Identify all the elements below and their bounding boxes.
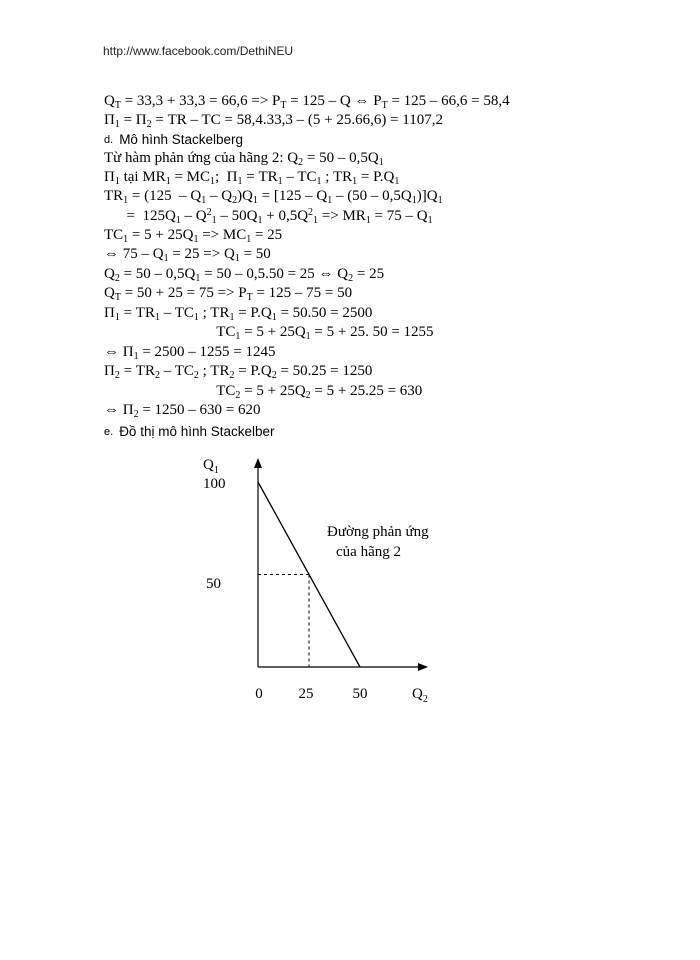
equation-line: Từ hàm phản ứng của hãng 2: $Q_2 = 50 - 0,5Q_1$ (104, 150, 384, 168)
equation-line: $Q_T = 33,3 + 33,3 = 66,6 => P_T = 125 - Q$ ⇔ $P_T = 125 - 66,6 = 58,4$ (104, 93, 510, 111)
header-url[interactable]: http://www.facebook.com/DethiNEU (103, 44, 294, 58)
equation-line: ⇔ $75 - Q_1 = 25 => Q_1 = 50$ (104, 246, 271, 264)
reaction-curve-annotation: của hãng 2 (336, 544, 401, 560)
section-heading: Mô hình Stackelberg (119, 132, 244, 147)
equation-line: $TC_1 = 5 + 25Q_1 => MC_1 = 25$ (104, 227, 283, 245)
equation-line: ⇔ $\Pi_2 = 1250 - 630 = 620$ (104, 402, 261, 420)
y-axis-label: $Q_1$ (203, 457, 219, 476)
x-axis-arrow-icon (418, 663, 428, 671)
section-marker: e. (104, 426, 114, 438)
equation-line: $TR_1 = (125 - Q_1 - Q_2)Q_1 = [125 - Q_1 - (50 - 0,5Q_1)]Q_1$ (104, 188, 443, 206)
section-heading: Đồ thị mô hình Stackelber (119, 424, 275, 439)
y-tick-label: 100 (203, 476, 226, 492)
y-axis-arrow-icon (254, 458, 262, 468)
reaction-curve-annotation: Đường phản ứng (327, 524, 429, 540)
equation-line: $\Pi_2 = TR_2 - TC_2$ ; $TR_2 = P.Q_2 = 50.25 = 1250$ (104, 363, 373, 381)
equation-line: $TC_1 = 5 + 25Q_1 = 5 + 25$. 50 = 1255 (104, 324, 434, 342)
equation-line: $TC_2 = 5 + 25Q_2 = 5 + 25.25 = 630$ (104, 383, 423, 401)
equation-line: $Q_2 = 50 - 0,5Q_1 = 50 - 0,5.50 = 25$ ⇔ $Q_2 = 25$ (104, 266, 385, 284)
x-tick-label: 50 (352, 686, 368, 702)
x-tick-label: 0 (255, 686, 263, 702)
equation-line: $\Pi_1 = \Pi_2$ = TR – TC = 58,4.33,3 – (5 + 25.66,6) = 1107,2 (104, 112, 443, 130)
equation-line: $\Pi_1$ tại $MR_1 = MC_1$; $\Pi_1 = TR_1 - TC_1$ ; $TR_1 = P.Q_1$ (104, 169, 400, 187)
equation-line: $\Pi_1 = TR_1 - TC_1$ ; $TR_1 = P.Q_1 = 50.50 = 2500$ (104, 305, 373, 323)
x-tick-label: 25 (298, 686, 314, 702)
equation-line: $Q_T = 50 + 25 = 75 => P_T = 125 - 75 = 50$ (104, 285, 353, 303)
equation-line: = $125Q_1 - Q^2_1 - 50Q_1 + 0,5Q^2_1 => MR_1 = 75 - Q_1$ (104, 207, 433, 226)
section-marker: d. (104, 134, 114, 146)
y-tick-label: 50 (206, 576, 221, 592)
x-axis-label: $Q_2$ (412, 686, 428, 705)
equation-line: ⇔ $\Pi_1 = 2500 - 1255 = 1245$ (104, 344, 276, 362)
